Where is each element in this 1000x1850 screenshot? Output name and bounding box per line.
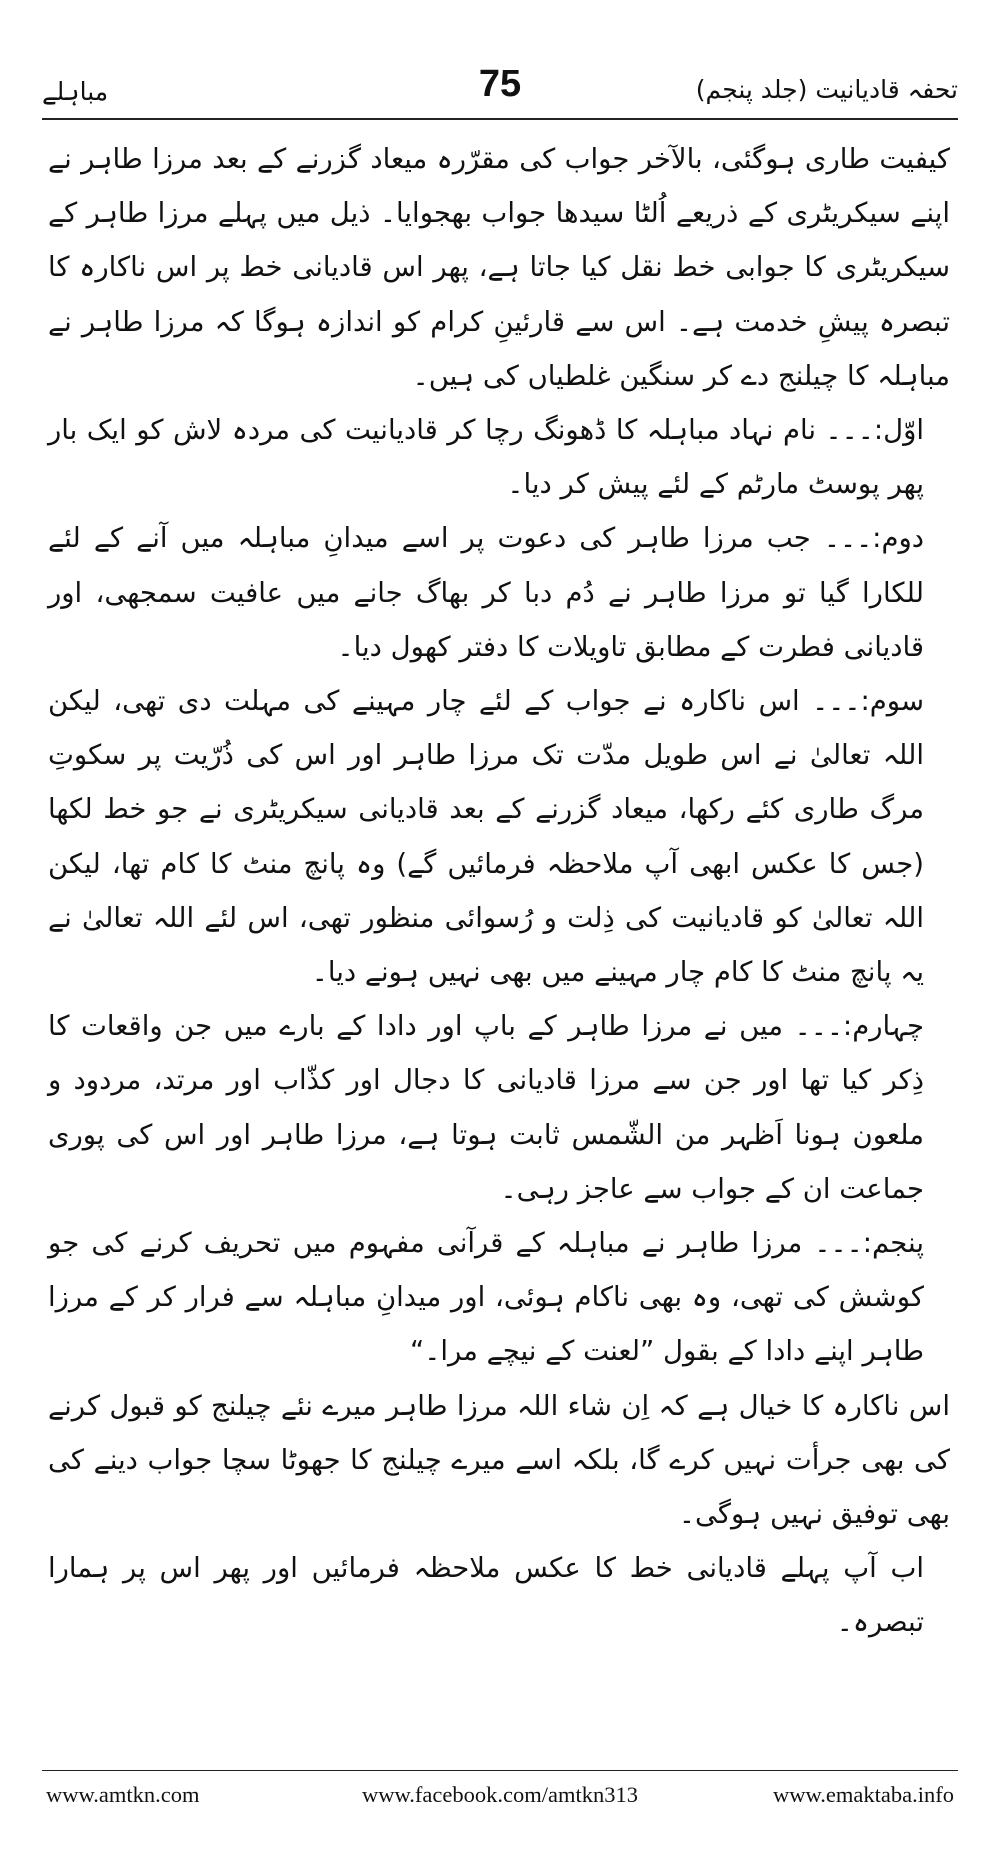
book-title: تحفہ قادیانیت (جلد پنجم) — [695, 75, 958, 104]
page-body — [48, 132, 950, 1650]
page-number: 75 — [478, 63, 522, 105]
paragraph-point-3: سوم:۔۔۔ اس ناکارہ نے جواب کے لئے چار مہینے کی مہلت دی تھی، لیکن اللہ تعالیٰ نے اس طویل مدّت تک مرزا طاہر اور اس کی ذُرّیت پر سکوتِ مرگ طاری کئے رکھا، میعاد گزرنے کے بعد قادیانی سیکریٹری نے جو خط لکھا (جس کا عکس ابھی آپ ملاحظہ فرمائیں گے) وہ پانچ منٹ کا کام تھا، لیکن اللہ تعالیٰ کو قادیانیت کی ذِلت و رُسوائی منظور تھی، اس لئے اللہ تعالیٰ نے یہ پانچ منٹ کا کام چار مہینے میں بھی نہیں ہونے دیا۔ — [48, 685, 924, 989]
paragraph-intro: کیفیت طاری ہوگئی، بالآخر جواب کی مقرّرہ میعاد گزرنے کے بعد مرزا طاہر نے اپنے سیکریٹری کے ذریعے اُلٹا سیدھا جواب بھجوایا۔ ذیل میں پہلے مرزا طاہر کے سیکریٹری کا جوابی خط نقل کیا جاتا ہے، پھر اس قادیانی خط پر اس ناکارہ کا تبصرہ پیشِ خدمت ہے۔ اس سے قارئینِ کرام کو اندازہ ہوگا کہ مرزا طاہر نے مباہلہ کا چیلنج دے کر سنگین غلطیاں کی ہیں۔ — [48, 143, 950, 392]
footer-link-emaktaba[interactable]: www.emaktaba.info — [773, 1782, 954, 1807]
page-header — [42, 60, 958, 120]
section-title: مباہلے — [42, 77, 109, 106]
footer-divider — [42, 1770, 958, 1771]
footer-link-facebook[interactable]: www.facebook.com/amtkn313 — [362, 1782, 638, 1807]
paragraph-point-2: دوم:۔۔۔ جب مرزا طاہر کی دعوت پر اسے میدانِ مباہلہ میں آنے کے لئے للکارا گیا تو مرزا طاہر نے دُم دبا کر بھاگ جانے میں عافیت سمجھی، اور قادیانی فطرت کے مطابق تاویلات کا دفتر کھول دیا۔ — [48, 522, 924, 663]
paragraph-conclusion: اس ناکارہ کا خیال ہے کہ اِن شاء اللہ مرزا طاہر میرے نئے چیلنج کو قبول کرنے کی بھی جرأت نہیں کرے گا، بلکہ اسے میرے چیلنج کا جھوٹا سچا جواب دینے کی بھی توفیق نہیں ہوگی۔ — [48, 1389, 950, 1531]
footer-link-amtkn[interactable]: www.amtkn.com — [46, 1782, 200, 1807]
paragraph-point-5: پنجم:۔۔۔ مرزا طاہر نے مباہلہ کے قرآنی مفہوم میں تحریف کرنے کی جو کوشش کی تھی، وہ بھی ناکام ہوئی، اور میدانِ مباہلہ سے فرار کر کے مرزا طاہر اپنے دادا کے بقول ”لعنت کے نیچے مرا۔“ — [48, 1227, 924, 1368]
page-footer — [46, 1780, 954, 1816]
header-divider — [42, 118, 958, 120]
paragraph-point-1: اوّل:۔۔۔ نام نہاد مباہلہ کا ڈھونگ رچا کر قادیانیت کی مردہ لاش کو ایک بار پھر پوسٹ مارٹم کے لئے پیش کر دیا۔ — [48, 414, 924, 501]
paragraph-closing: اب آپ پہلے قادیانی خط کا عکس ملاحظہ فرمائیں اور پھر اس پر ہمارا تبصرہ۔ — [48, 1552, 924, 1639]
paragraph-point-4: چہارم:۔۔۔ میں نے مرزا طاہر کے باپ اور دادا کے بارے میں جن واقعات کا ذِکر کیا تھا اور جن سے مرزا قادیانی کا دجال اور کذّاب اور مرتد، مردود و ملعون ہونا اَظہر من الشّمس ثابت ہوتا ہے، مرزا طاہر اور اس کی پوری جماعت ان کے جواب سے عاجز رہی۔ — [48, 1010, 924, 1205]
